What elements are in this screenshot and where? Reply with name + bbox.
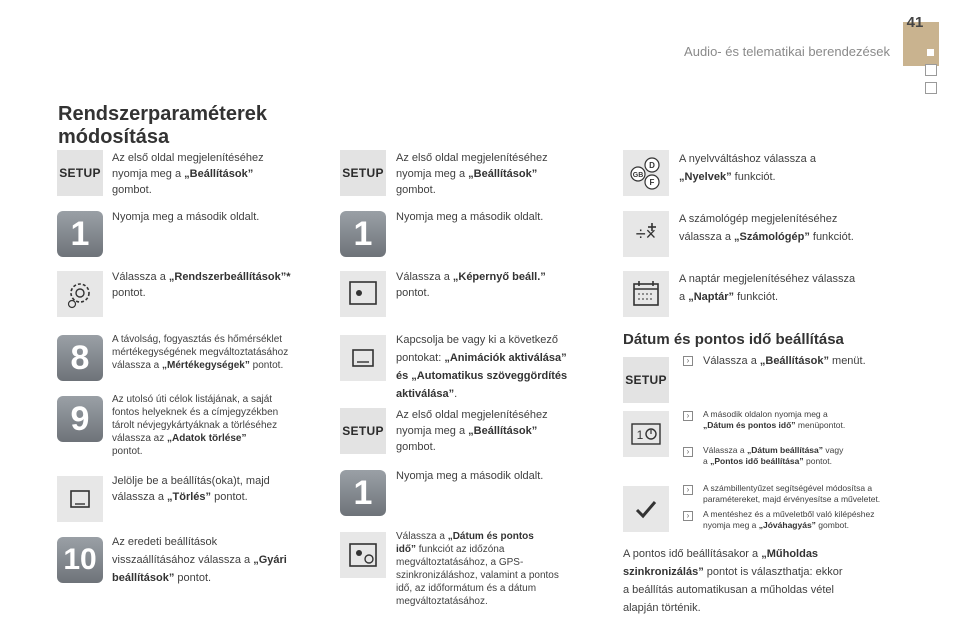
text-span: pontokat: xyxy=(396,352,445,364)
step-text xyxy=(703,483,923,505)
setup-button-icon: SETUP xyxy=(340,150,386,196)
bullet-icon: › xyxy=(683,447,693,457)
heading-line: Rendszerparaméterek xyxy=(58,103,267,125)
text-span: válassza a xyxy=(112,360,163,371)
step-text: Nyomja meg a második oldalt. xyxy=(396,470,544,482)
text-span: vagy xyxy=(823,445,844,455)
text-span: Válassza a xyxy=(703,355,760,367)
text-span: funkciót. xyxy=(731,171,776,183)
text-line: fontos helyeknek és a címjegyzékben xyxy=(112,407,279,418)
text-span: nyomja meg a xyxy=(112,168,185,180)
bold-term: „Nyelvek” xyxy=(679,171,732,183)
svg-text:1: 1 xyxy=(636,428,644,442)
bullet-icon: › xyxy=(683,356,693,366)
square-outline-icon xyxy=(925,64,937,76)
date-time-setting-icon xyxy=(623,411,669,457)
heading-line: módosítása xyxy=(58,126,170,148)
text-line: A mentéshez és a műveletből való kilépéshez xyxy=(703,509,875,519)
bold-term: „Képernyő beáll.” xyxy=(452,271,546,283)
bold-term: „Számológép” xyxy=(734,231,810,243)
step-text xyxy=(679,270,909,306)
text-span: visszaállításához válassza a xyxy=(112,554,254,566)
text-span: . xyxy=(454,388,458,400)
text-line: Az első oldal megjelenítéséhez xyxy=(112,152,264,164)
text-span: válassza a xyxy=(679,231,735,243)
text-span: válassza a xyxy=(112,491,168,503)
text-line: megváltoztatásához, a GPS- xyxy=(396,557,524,568)
text-span: funkciót. xyxy=(734,291,779,303)
bold-term: „Beállítások” xyxy=(759,355,829,367)
text-line: A második oldalon nyomja meg a xyxy=(703,409,828,419)
bold-term: beállítások” xyxy=(112,572,175,584)
bold-term: szinkronizálás” xyxy=(623,566,704,578)
language-flags-icon xyxy=(623,150,669,196)
section-title: Audio- és telematikai berendezések xyxy=(684,44,890,59)
bold-term: „Gyári xyxy=(253,554,287,566)
text-span: pontot. xyxy=(211,491,248,503)
text-span: nyomja meg a xyxy=(396,425,469,437)
text-span: pontot. xyxy=(174,572,212,584)
step-badge-1: 1 xyxy=(340,211,386,257)
page-number: 41 xyxy=(906,14,924,31)
text-line: Kapcsolja be vagy ki a következő xyxy=(396,334,559,346)
text-line: gombot. xyxy=(112,184,152,196)
step-text xyxy=(703,445,923,467)
text-line: Az utolsó úti célok listájának, a saját xyxy=(112,394,273,405)
display-settings-icon xyxy=(340,271,386,317)
bullet-icon: › xyxy=(683,485,693,495)
text-line: szinkronizáláshoz, valamint a pontos xyxy=(396,570,559,581)
calculator-icon xyxy=(623,211,669,257)
step-text xyxy=(396,530,606,608)
step-badge-9: 9 xyxy=(57,396,103,442)
text-span: Válassza a xyxy=(396,271,453,283)
bold-term: „Beállítások” xyxy=(468,168,538,180)
corner-tab-square-icon xyxy=(927,49,934,56)
text-span: Válassza a xyxy=(396,531,448,542)
bold-term: aktiválása” xyxy=(396,388,455,400)
bold-term: „Dátum és pontos idő” xyxy=(703,420,796,430)
lang-d-label: D xyxy=(649,161,655,170)
text-span: pontot. xyxy=(249,360,284,371)
text-line: alapján történik. xyxy=(623,602,701,614)
toggle-options-icon xyxy=(340,335,386,381)
text-line: A nyelvváltáshoz válassza a xyxy=(679,153,816,165)
text-span: a xyxy=(703,456,711,466)
text-span: Válassza a xyxy=(112,271,169,283)
note-text xyxy=(623,545,893,617)
text-span: gombot. xyxy=(815,520,849,530)
text-span: a xyxy=(679,291,689,303)
square-outline-icon xyxy=(925,82,937,94)
step-text xyxy=(703,353,923,369)
setup-button-icon: SETUP xyxy=(340,408,386,454)
lang-gb-label: GB xyxy=(632,172,644,179)
section-subheading: Dátum és pontos idő beállítása xyxy=(623,331,844,348)
step-text xyxy=(112,269,332,301)
bold-term: idő” xyxy=(396,544,416,555)
step-text xyxy=(396,407,606,455)
calendar-icon xyxy=(623,271,669,317)
text-span: Válassza a xyxy=(703,445,747,455)
step-text xyxy=(112,473,332,505)
bold-term: „Törlés” xyxy=(167,491,212,503)
step-text xyxy=(112,533,332,587)
step-badge-8: 8 xyxy=(57,335,103,381)
text-line: megváltoztatásához. xyxy=(396,596,488,607)
bold-term: „Adatok törlése” xyxy=(167,433,247,444)
text-span: pontot. xyxy=(803,456,832,466)
step-text xyxy=(396,269,606,301)
date-time-icon xyxy=(340,532,386,578)
step-text: Nyomja meg a második oldalt. xyxy=(396,211,544,223)
step-text xyxy=(679,150,909,186)
text-line: Az első oldal megjelenítéséhez xyxy=(396,152,548,164)
text-line: a beállítás automatikusan a műholdas vétel xyxy=(623,584,834,596)
lang-f-label: F xyxy=(649,178,655,187)
step-text xyxy=(112,393,327,458)
delete-tile-icon xyxy=(57,476,103,522)
bold-term: „Műholdas xyxy=(761,548,819,560)
text-line: A számbillentyűzet segítségével módosítsa a xyxy=(703,483,873,493)
text-line: gombot. xyxy=(396,441,436,453)
step-text xyxy=(112,333,327,372)
bold-term: és „Automatikus szöveggördítés xyxy=(396,370,568,382)
text-line: Az eredeti beállítások xyxy=(112,536,218,548)
svg-text:÷×: ÷× xyxy=(635,224,657,244)
bold-term: „Naptár” xyxy=(688,291,735,303)
page-heading xyxy=(58,103,298,149)
text-span: menüpontot. xyxy=(795,420,846,430)
text-span: nyomja meg a xyxy=(703,520,759,530)
text-line: Jelölje be a beállítás(oka)t, majd xyxy=(112,475,270,487)
text-line: A naptár megjelenítéséhez válassza xyxy=(679,273,856,285)
text-line: idő, az időformátum és a dátum xyxy=(396,583,537,594)
step-text xyxy=(703,409,923,431)
setup-button-icon: SETUP xyxy=(623,357,669,403)
step-text xyxy=(396,150,606,198)
bold-term: „Animációk aktiválása” xyxy=(444,352,567,364)
step-text xyxy=(396,331,606,403)
bold-term: „Dátum és pontos xyxy=(447,531,534,542)
text-line: paramétereket, majd érvényesítse a műveletet. xyxy=(703,494,881,504)
text-line: mértékegységének megváltoztatásához xyxy=(112,347,289,358)
bold-term: „Dátum beállítása” xyxy=(746,445,824,455)
confirm-check-icon xyxy=(623,486,669,532)
text-line: gombot. xyxy=(396,184,436,196)
text-line: A távolság, fogyasztás és hőmérséklet xyxy=(112,334,283,345)
text-span: funkciót. xyxy=(809,231,854,243)
bold-term: „Rendszerbeállítások”* xyxy=(168,271,291,283)
text-span: nyomja meg a xyxy=(396,168,469,180)
text-span: válassza az xyxy=(112,433,168,444)
step-badge-10: 10 xyxy=(57,537,103,583)
bullet-icon: › xyxy=(683,511,693,521)
text-span: A pontos idő beállításakor a xyxy=(623,548,762,560)
text-line: pontot. xyxy=(112,287,146,299)
bold-term: „Pontos idő beállítása” xyxy=(710,456,804,466)
text-line: pontot. xyxy=(396,287,430,299)
text-span: pontot is választhatja: ekkor xyxy=(703,566,843,578)
text-line: Az első oldal megjelenítéséhez xyxy=(396,409,548,421)
step-text xyxy=(112,150,332,198)
gear-settings-icon xyxy=(57,271,103,317)
step-badge-1: 1 xyxy=(340,470,386,516)
text-span: menüt. xyxy=(828,355,866,367)
step-badge-1: 1 xyxy=(57,211,103,257)
bold-term: „Mértékegységek” xyxy=(162,360,250,371)
step-text xyxy=(703,509,923,531)
bold-term: „Beállítások” xyxy=(184,168,254,180)
text-line: pontot. xyxy=(112,446,143,457)
bullet-icon: › xyxy=(683,411,693,421)
step-text xyxy=(679,210,909,246)
text-line: A számológép megjelenítéséhez xyxy=(679,213,838,225)
bold-term: „Beállítások” xyxy=(468,425,538,437)
text-line: tárolt névjegykártyáknak a törléséhez xyxy=(112,420,278,431)
setup-button-icon: SETUP xyxy=(57,150,103,196)
step-text: Nyomja meg a második oldalt. xyxy=(112,211,260,223)
bold-term: „Jóváhagyás” xyxy=(758,520,816,530)
text-span: funkciót az időzóna xyxy=(416,544,505,555)
